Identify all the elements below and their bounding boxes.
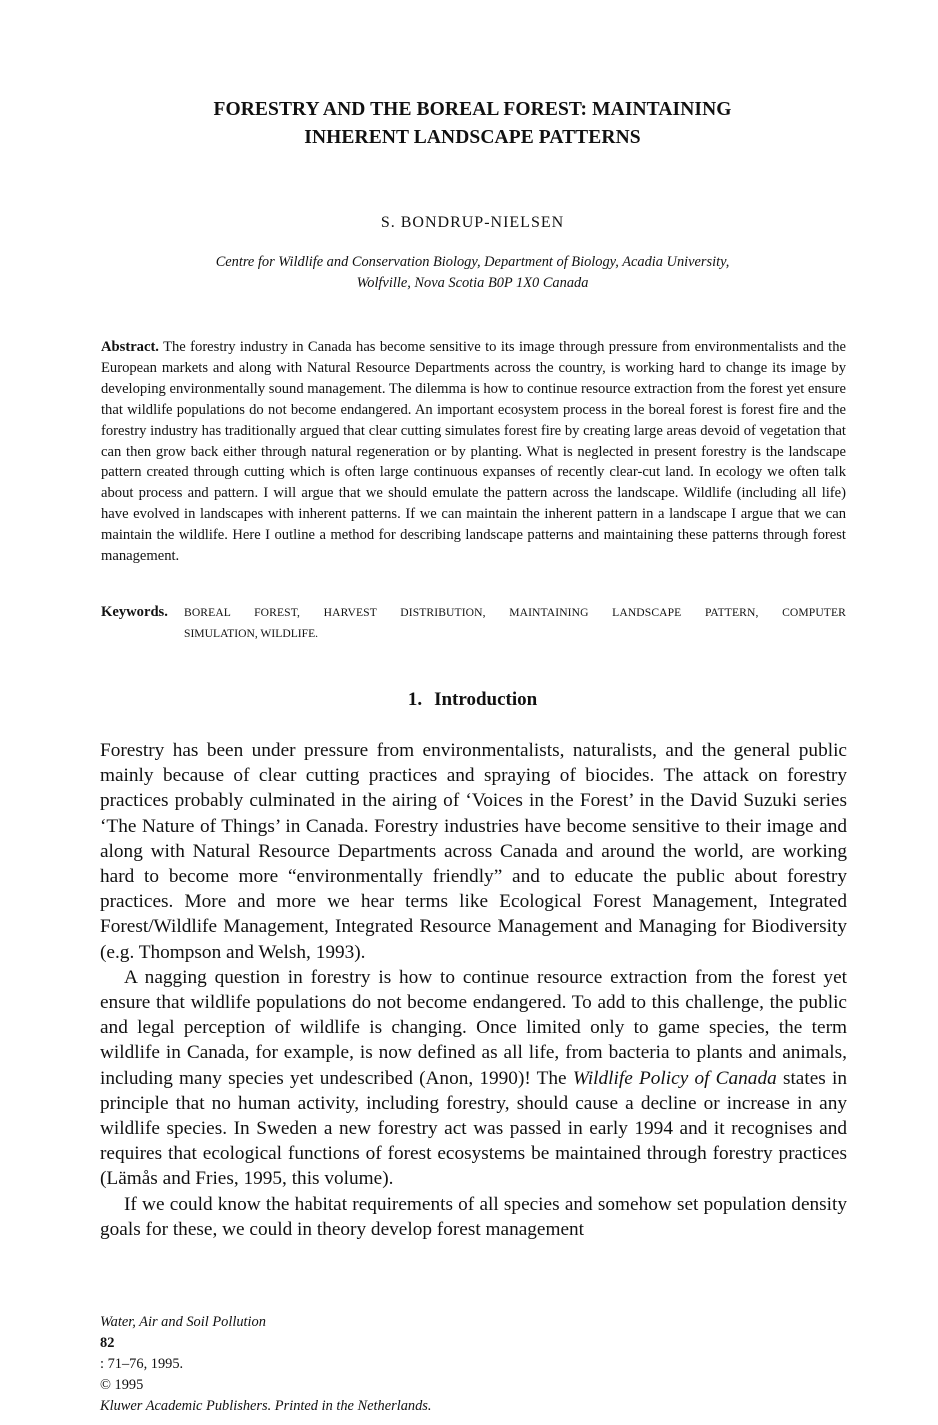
paragraph-2-italic-title: Wildlife Policy of Canada	[572, 1067, 777, 1089]
section-heading-introduction	[100, 689, 845, 711]
abstract-label: Abstract.	[101, 339, 159, 355]
affiliation-line-1: Centre for Wildlife and Conservation Biology, Department of Biology, Acadia University,	[215, 254, 730, 270]
section-title: Introduction	[434, 689, 538, 710]
page-footer	[100, 1312, 847, 1417]
paragraph-1: Forestry has been under pressure from environmentalists, naturalists, and the general public mainly because of clear cutting practices and spraying of biocides. The attack on forestry practices probably culminated in the airing of ‘Voices in the Forest’ in the David Suzuki series ‘The Nature of Things’ in Canada. Forestry industries have become sensitive to their image and along with Natural Resource Departments across Canada and around the world, are working hard to become more “environmentally friendly” and to educate the public about forestry practices. More and more we hear terms like Ecological Forest Management, Integrated Forest/Wildlife Management, Integrated Resource Management and Managing for Biodiversity (e.g. Thompson and Welsh, 1993).	[100, 740, 847, 963]
affiliation-line-2: Wolfville, Nova Scotia B0P 1X0 Canada	[356, 275, 589, 291]
journal-volume: 82	[100, 1335, 115, 1351]
paper-title	[100, 96, 845, 152]
journal-name: Water, Air and Soil Pollution	[100, 1314, 266, 1330]
paragraph-3: If we could know the habitat requirements of all species and somehow set population density goals for these, we could in theory develop forest management	[100, 1193, 847, 1240]
section-number: 1.	[407, 689, 423, 710]
citation-line	[100, 1312, 847, 1375]
body-text	[100, 738, 847, 1242]
keywords-line-1: BOREAL FOREST, HARVEST DISTRIBUTION, MAINTAINING LANDSCAPE PATTERN, COMPUTER	[184, 606, 846, 619]
copyright-year: © 1995	[100, 1377, 144, 1393]
journal-pages: : 71–76, 1995.	[100, 1356, 184, 1372]
publisher: Kluwer Academic Publishers. Printed in the Netherlands.	[100, 1398, 432, 1414]
paragraph-2	[100, 965, 847, 1192]
paragraph-2-part-b: states in principle that no human activity, including forestry, should cause a decline or increase in any wildlife species. In Sweden a new forestry act was passed in early 1994 and it recognises and requires that ecological functions of forest ecosystems be maintained through forestry practices (Lämås and Fries, 1995, this volume).	[100, 1067, 847, 1190]
keywords	[101, 602, 846, 644]
title-line-1: FORESTRY AND THE BOREAL FOREST: MAINTAINING	[213, 99, 732, 120]
keywords-label: Keywords.	[101, 604, 168, 620]
copyright-line	[100, 1375, 847, 1417]
abstract	[101, 337, 846, 567]
paragraph-2-part-a: A nagging question in forestry is how to continue resource extraction from the forest yet ensure that wildlife populations do not become endangered. To add to this challenge, the public and legal perception of wildlife is changing. Once limited only to game species, the term wildlife in Canada, for example, is now defined as all life, from bacteria to plants and animals, including many species yet undescribed (Anon, 1990)! The	[100, 966, 847, 1089]
author-name: S. BONDRUP-NIELSEN	[380, 214, 565, 231]
abstract-text: The forestry industry in Canada has become sensitive to its image through pressure from environmentalists and the European markets and along with Natural Resource Departments across the country, is working hard to change its image by developing environmentally sound management. The dilemma is how to continue resource extraction from the forest yet ensure that wildlife populations do not become endangered. An important ecosystem process in the boreal forest is forest fire and the forestry industry has traditionally argued that clear cutting simulates forest fire by creating large areas devoid of vegetation that can then grow back either through natural regeneration or by planting. What is neglected in present forestry is the landscape pattern created through cutting which is often large continuous expanses of recently clear-cut land. In ecology we often talk about process and pattern. I will argue that we should emulate the pattern across the landscape. Wildlife (including all life) have evolved in landscapes with inherent patterns. If we can maintain the inherent pattern in a landscape I argue that we can maintain the wildlife. Here I outline a method for describing landscape patterns and maintaining these patterns through forest management.	[101, 339, 847, 565]
keywords-line-2: SIMULATION, WILDLIFE.	[184, 627, 319, 640]
title-line-2: INHERENT LANDSCAPE PATTERNS	[304, 127, 641, 148]
author-affiliation	[100, 252, 845, 294]
